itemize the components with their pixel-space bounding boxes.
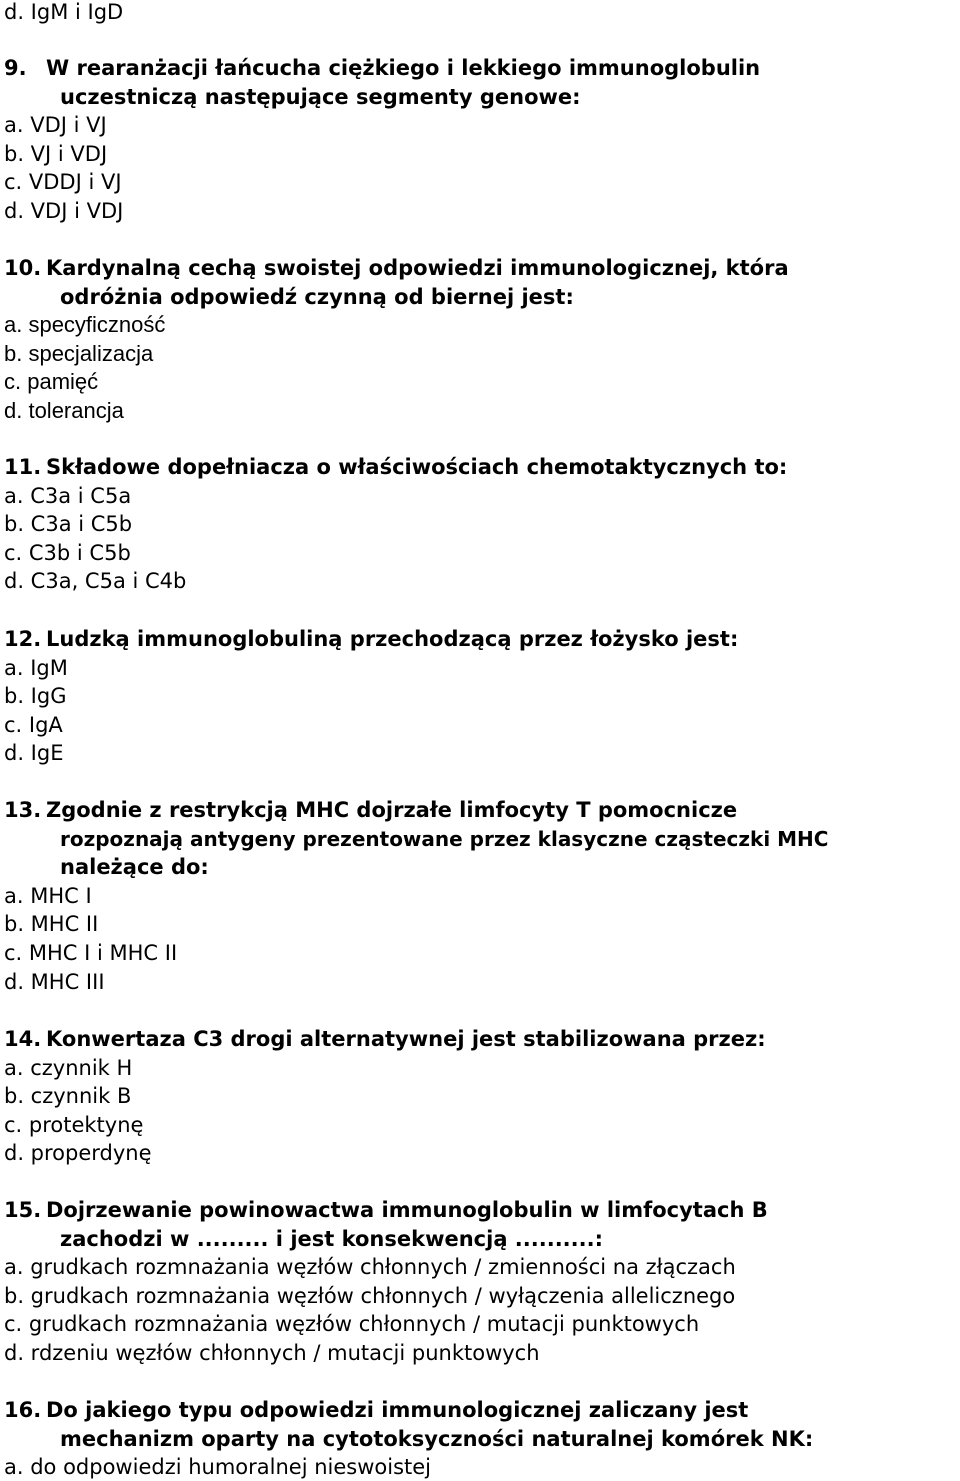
answer-option: b. IgG (4, 684, 67, 708)
question-9 (4, 54, 760, 82)
question-text: Zgodnie z restrykcją MHC dojrzałe limfocyty T pomocnicze (46, 798, 738, 822)
question-text: Do jakiego typu odpowiedzi immunologicznej zaliczany jest (46, 1398, 749, 1422)
answer-option: b. specjalizacja (4, 341, 154, 366)
answer-option: c. VDDJ i VJ (4, 170, 122, 194)
answer-option: a. VDJ i VJ (4, 113, 107, 137)
answer-option: a. MHC I (4, 884, 92, 908)
answer-option: d. rdzeniu węzłów chłonnych / mutacji punktowych (4, 1341, 540, 1365)
question-text: W rearanżacji łańcucha ciężkiego i lekkiego immunoglobulin (46, 56, 761, 80)
answer-option: d. IgE (4, 741, 64, 765)
question-text: Konwertaza C3 drogi alternatywnej jest stabilizowana przez: (46, 1027, 766, 1051)
answer-option: c. protektynę (4, 1113, 144, 1137)
answer-option: d. tolerancja (4, 398, 124, 423)
question-number: 15. (4, 1198, 42, 1222)
question-text-continuation: zachodzi w ......... i jest konsekwencją ..........: (60, 1227, 603, 1251)
answer-option: b. MHC II (4, 912, 99, 936)
question-text-continuation: uczestniczą następujące segmenty genowe: (60, 85, 581, 109)
answer-option: b. C3a i C5b (4, 512, 133, 536)
question-14 (4, 1025, 766, 1053)
lead-option: d. IgM i IgD (4, 0, 124, 24)
answer-option: a. specyficzność (4, 312, 166, 337)
question-12 (4, 625, 738, 653)
answer-option: c. grudkach rozmnażania węzłów chłonnych / mutacji punktowych (4, 1312, 700, 1336)
answer-option: b. czynnik B (4, 1084, 132, 1108)
question-number: 10. (4, 256, 42, 280)
answer-option: a. czynnik H (4, 1056, 133, 1080)
question-text-continuation: rozpoznają antygeny prezentowane przez klasyczne cząsteczki MHC (60, 827, 829, 851)
question-text: Dojrzewanie powinowactwa immunoglobulin w limfocytach B (46, 1198, 768, 1222)
question-16 (4, 1396, 748, 1424)
question-10 (4, 254, 789, 282)
question-13 (4, 796, 737, 824)
question-number: 11. (4, 455, 42, 479)
answer-option: d. MHC III (4, 970, 105, 994)
answer-option: b. VJ i VDJ (4, 142, 108, 166)
answer-option: c. IgA (4, 713, 63, 737)
answer-option: d. VDJ i VDJ (4, 199, 124, 223)
question-text: Kardynalną cechą swoistej odpowiedzi immunologicznej, która (46, 256, 789, 280)
question-15 (4, 1196, 768, 1224)
answer-option: b. grudkach rozmnażania węzłów chłonnych / wyłączenia allelicznego (4, 1284, 736, 1308)
answer-option: d. properdynę (4, 1141, 152, 1165)
answer-option: a. do odpowiedzi humoralnej nieswoistej (4, 1455, 432, 1479)
question-number: 16. (4, 1398, 42, 1422)
answer-option: d. C3a, C5a i C4b (4, 569, 187, 593)
question-number: 14. (4, 1027, 42, 1051)
answer-option: c. MHC I i MHC II (4, 941, 178, 965)
answer-option: a. grudkach rozmnażania węzłów chłonnych / zmienności na złączach (4, 1255, 736, 1279)
question-text-continuation: mechanizm oparty na cytotoksyczności naturalnej komórek NK: (60, 1427, 814, 1451)
question-number: 9. (4, 56, 27, 80)
answer-option: a. C3a i C5a (4, 484, 132, 508)
question-text: Składowe dopełniacza o właściwościach chemotaktycznych to: (46, 455, 788, 479)
question-number: 12. (4, 627, 42, 651)
answer-option: a. IgM (4, 656, 68, 680)
question-11 (4, 453, 787, 481)
question-text: Ludzką immunoglobuliną przechodzącą przez łożysko jest: (46, 627, 739, 651)
answer-option: c. pamięć (4, 369, 99, 394)
question-text-continuation: odróżnia odpowiedź czynną od biernej jest: (60, 285, 574, 309)
question-text-continuation: należące do: (60, 855, 209, 879)
question-number: 13. (4, 798, 42, 822)
answer-option: c. C3b i C5b (4, 541, 131, 565)
